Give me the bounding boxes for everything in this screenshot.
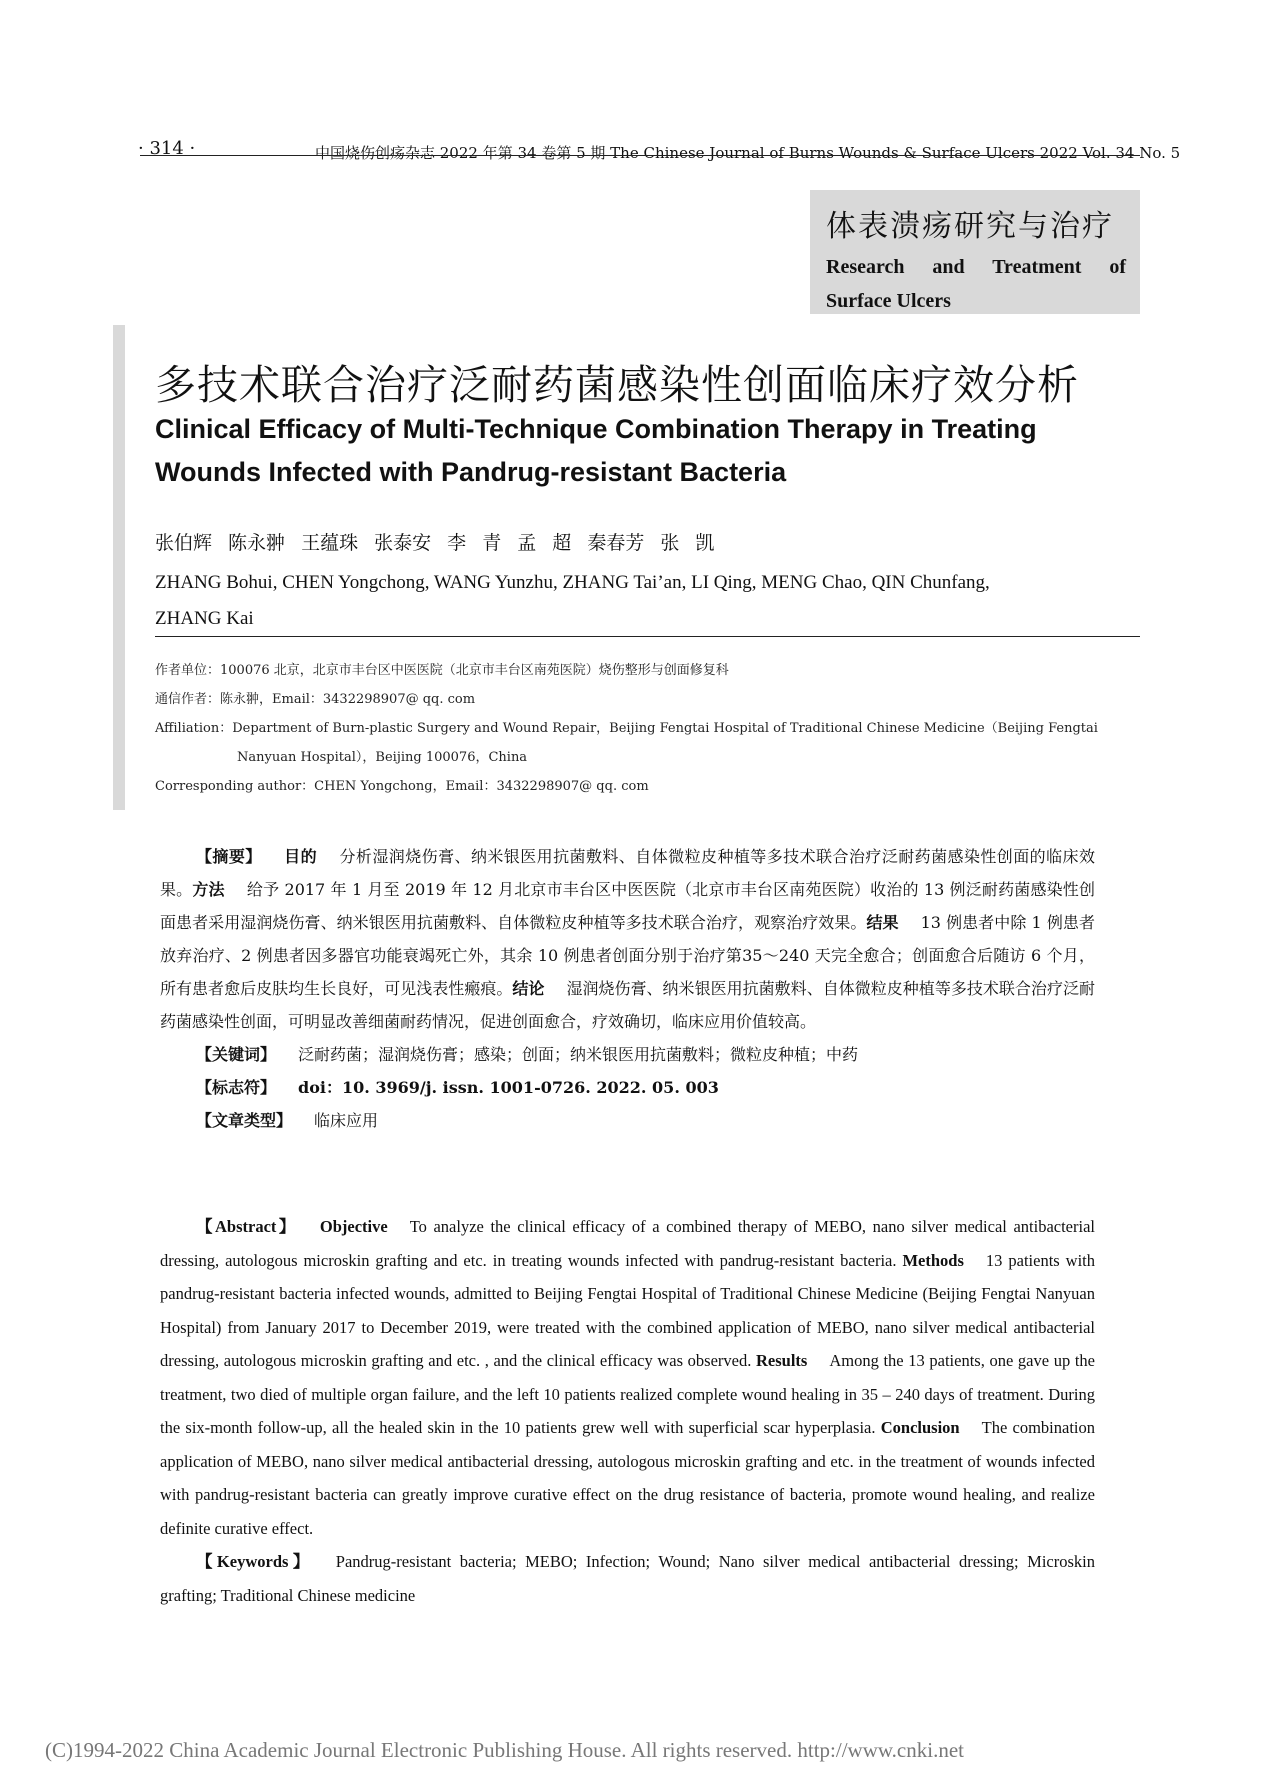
copyright-footer: (C)1994-2022 China Academic Journal Electronic Publishing House. All rights reserved. http://www.cnki.net: [45, 1738, 964, 1762]
methods-label-cn: 方法: [192, 880, 225, 899]
abstract-cn-label: 【摘要】: [196, 847, 262, 866]
affiliation-cn: 作者单位：100076 北京，北京市丰台区中医医院（北京市丰台区南苑医院）烧伤整形与创面修复科: [155, 663, 729, 678]
keywords-cn: 泛耐药菌；湿润烧伤膏；感染；创面；纳米银医用抗菌敷料；微粒皮种植；中药: [298, 1045, 859, 1064]
article-title-cn: 多技术联合治疗泛耐药菌感染性创面临床疗效分析: [155, 361, 1079, 409]
doi: doi：10. 3969/j. issn. 1001-0726. 2022. 05. 003: [298, 1078, 719, 1097]
column-title-en-line2: Surface Ulcers: [826, 290, 951, 312]
results-label-en: Results: [756, 1351, 808, 1370]
keywords-cn-line: [160, 1038, 1095, 1071]
results-label-cn: 结果: [866, 913, 899, 932]
authors-en: ZHANG Bohui, CHEN Yongchong, WANG Yunzhu, ZHANG Tai’an, LI Qing, MENG Chao, QIN Chunfang, ZHANG Kai: [155, 572, 990, 629]
objective-cn: 分析湿润烧伤膏、纳米银医用抗菌敷料、自体微粒皮种植等多技术联合治疗泛耐药菌感染性创面的临床效果。: [160, 847, 1095, 899]
results-cn: 13 例患者中除 1 例患者放弃治疗、2 例患者因多器官功能衰竭死亡外，其余 10 例患者创面分别于治疗第35～240 天完全愈合；创面愈合后随访 6 个月，所有患者愈后皮肤均生长良好，可见浅表性瘢痕。: [160, 913, 1095, 998]
methods-label-en: Methods: [902, 1250, 964, 1270]
conclusion-label-en: Conclusion: [880, 1418, 960, 1437]
running-header: 中国烧伤创疡杂志 2022 年第 34 卷第 5 期 The Chinese Journal of Burns Wounds & Surface Ulcers 2022 Vol. 34 No. 5: [315, 144, 1181, 162]
column-title-cn: 体表溃疡研究与治疗: [826, 209, 1114, 244]
article-type: 临床应用: [314, 1111, 379, 1130]
correspondence-cn: 通信作者：陈永翀，Email：3432298907@ qq. com: [155, 692, 476, 707]
doi-label: 【标志符】: [196, 1078, 277, 1097]
conclusion-en: The combination application of MEBO, nano silver medical antibacterial dressing, autologous microskin grafting and etc. in the treatment of wounds infected with pandrug-resistant bacteria can greatly improve curative effect on the drug resistance of bacteria, promote wound healing, and realize definite curative effect.: [160, 1418, 1096, 1538]
affiliation-block: [155, 656, 1105, 801]
header-rule: [140, 155, 1140, 156]
abstract-en: [160, 1210, 1095, 1612]
correspondence-en: Corresponding author：CHEN Yongchong，Email：3432298907@ qq. com: [155, 779, 649, 794]
column-title-en-line1: Research and Treatment of: [826, 256, 1126, 278]
objective-label-en: Objective: [319, 1217, 388, 1236]
conclusion-label-cn: 结论: [512, 979, 545, 998]
abstract-cn: [160, 840, 1095, 1137]
abstract-en-label: 【Abstract】: [196, 1217, 298, 1236]
methods-cn: 给予 2017 年 1 月至 2019 年 12 月北京市丰台区中医医院（北京市丰台区南苑医院）收治的 13 例泛耐药菌感染性创面患者采用湿润烧伤膏、纳米银医用抗菌敷料、自体微粒皮种植等多技术联合治疗，观察治疗效果。: [160, 880, 1095, 932]
objective-label-cn: 目的: [283, 847, 318, 866]
keywords-en: Pandrug-resistant bacteria; MEBO; Infection; Wound; Nano silver medical antibacterial dressing; Microskin grafting; Traditional Chinese medicine: [160, 1552, 1095, 1605]
author-rule: [155, 636, 1140, 637]
article-title-en: Clinical Efficacy of Multi-Technique Combination Therapy in Treating Wounds Infected with Pandrug-resistant Bacteria: [155, 414, 1037, 487]
doi-line: [160, 1071, 1095, 1104]
article-type-label: 【文章类型】: [196, 1111, 293, 1130]
keywords-label-cn: 【关键词】: [196, 1045, 277, 1064]
abstract-cn-body: [160, 840, 1095, 1038]
left-accent-bar: [113, 325, 125, 810]
affiliation-en: Affiliation：Department of Burn-plastic Surgery and Wound Repair，Beijing Fengtai Hospital of Traditional Chinese Medicine（Beijing Fengtai Nanyuan Hospital），Beijing 100076，China: [155, 721, 1098, 765]
conclusion-cn: 湿润烧伤膏、纳米银医用抗菌敷料、自体微粒皮种植等多技术联合治疗泛耐药菌感染性创面，可明显改善细菌耐药情况，促进创面愈合，疗效确切，临床应用价值较高。: [160, 979, 1095, 1031]
results-en: Among the 13 patients, one gave up the treatment, two died of multiple organ failure, and the left 10 patients realized complete wound healing in 35 – 240 days of treatment. During the six-month follow-up, all the healed skin in the 10 patients grew well with superficial scar hyperplasia.: [160, 1351, 1095, 1437]
article-type-line: [160, 1104, 1095, 1137]
page-number: · 314 ·: [138, 138, 196, 159]
keywords-label-en: 【Keywords】: [196, 1552, 314, 1571]
keywords-en-line: [160, 1545, 1095, 1612]
objective-en: To analyze the clinical efficacy of a combined therapy of MEBO, nano silver medical antibacterial dressing, autologous microskin grafting and etc. in treating wounds infected with pandrug-resistant bacteria.: [160, 1217, 1095, 1270]
abstract-en-body: [160, 1210, 1095, 1545]
authors-cn: 张伯辉 陈永翀 王蕴珠 张泰安 李 青 孟 超 秦春芳 张 凯: [155, 532, 715, 554]
methods-en: 13 patients with pandrug-resistant bacteria infected wounds, admitted to Beijing Fengtai Hospital of Traditional Chinese Medicine (Beijing Fengtai Nanyuan Hospital) from January 2017 to December 2019, were treated with the combined application of MEBO, nano silver medical antibacterial dressing, autologous microskin grafting and etc. , and the clinical efficacy was observed.: [160, 1250, 1096, 1370]
